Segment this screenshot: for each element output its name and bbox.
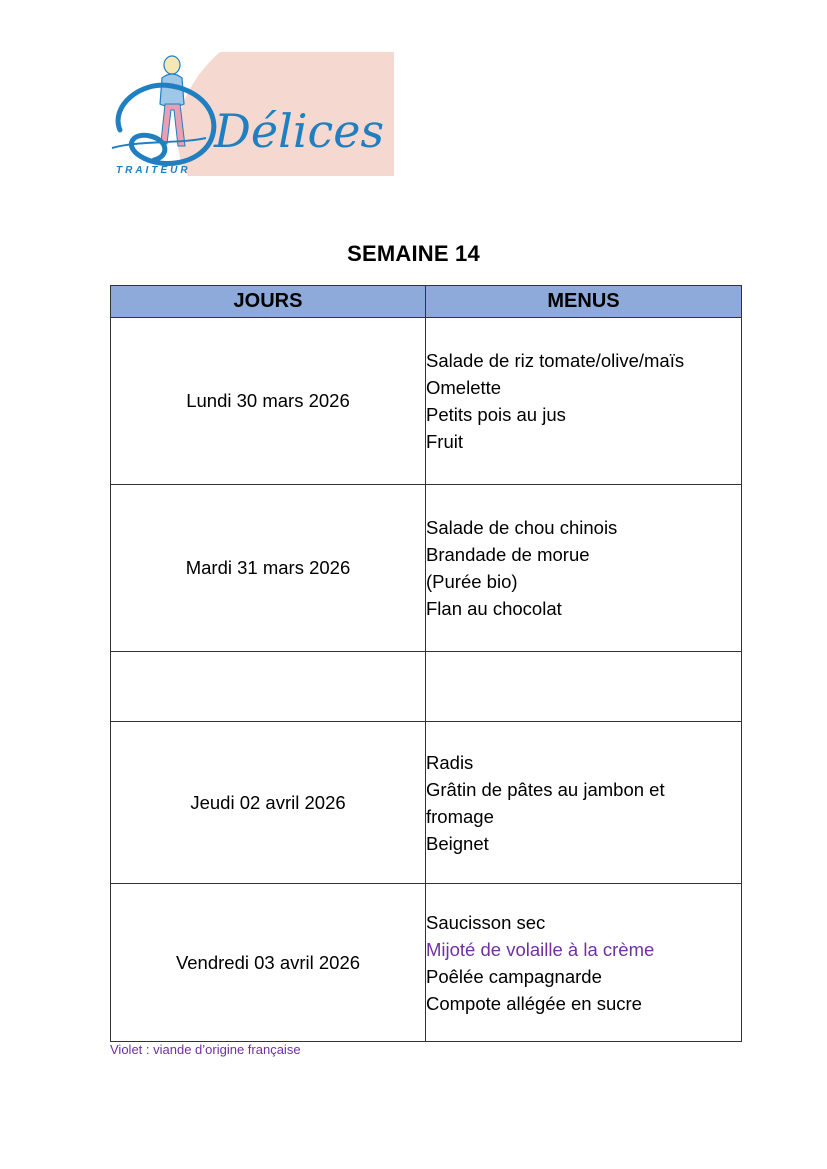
day-cell: Vendredi 03 avril 2026 — [111, 884, 426, 1042]
logo-subtitle-text: TRAITEUR — [116, 165, 191, 176]
menu-cell — [426, 722, 742, 884]
menu-table — [110, 285, 742, 1042]
dish-item: (Purée bio) — [426, 571, 518, 592]
page-title: SEMAINE 14 — [347, 241, 480, 266]
legend-note: Violet : viande d’origine française — [110, 1042, 301, 1057]
dish-item-french-meat: Mijoté de volaille à la crème — [426, 938, 655, 960]
table-row — [111, 485, 742, 652]
day-cell: Lundi 30 mars 2026 — [111, 318, 426, 485]
dish-item: Salade de riz tomate/olive/maïs — [426, 350, 685, 371]
delices-traiteur-logo — [110, 52, 394, 176]
menu-cell — [426, 652, 742, 722]
menu-cell — [426, 318, 742, 485]
dish-item: Salade de chou chinois — [426, 517, 618, 538]
dish-item: Brandade de morue — [426, 544, 590, 565]
logo-brand-text: Délices — [214, 104, 385, 158]
day-cell: Jeudi 02 avril 2026 — [111, 722, 426, 884]
menu-cell — [426, 884, 742, 1042]
table-header-row — [111, 286, 742, 318]
header-menus: MENUS — [426, 286, 742, 318]
dish-item: Fruit — [426, 431, 463, 452]
header-jours: JOURS — [111, 286, 426, 318]
table-row — [111, 318, 742, 485]
dish-item: Radis — [426, 751, 474, 773]
dish-item: Grâtin de pâtes au jambon et fromage — [426, 778, 665, 827]
dish-item: Beignet — [426, 832, 489, 854]
menu-cell — [426, 485, 742, 652]
dish-item: Omelette — [426, 377, 502, 398]
dish-item: Poêlée campagnarde — [426, 965, 602, 987]
day-cell: Mardi 31 mars 2026 — [111, 485, 426, 652]
dish-item: Compote allégée en sucre — [426, 992, 642, 1014]
table-row-empty — [111, 652, 742, 722]
dish-item: Petits pois au jus — [426, 404, 566, 425]
day-cell — [111, 652, 426, 722]
dish-item: Flan au chocolat — [426, 598, 562, 619]
table-row — [111, 884, 742, 1042]
table-row — [111, 722, 742, 884]
dish-item: Saucisson sec — [426, 911, 546, 933]
